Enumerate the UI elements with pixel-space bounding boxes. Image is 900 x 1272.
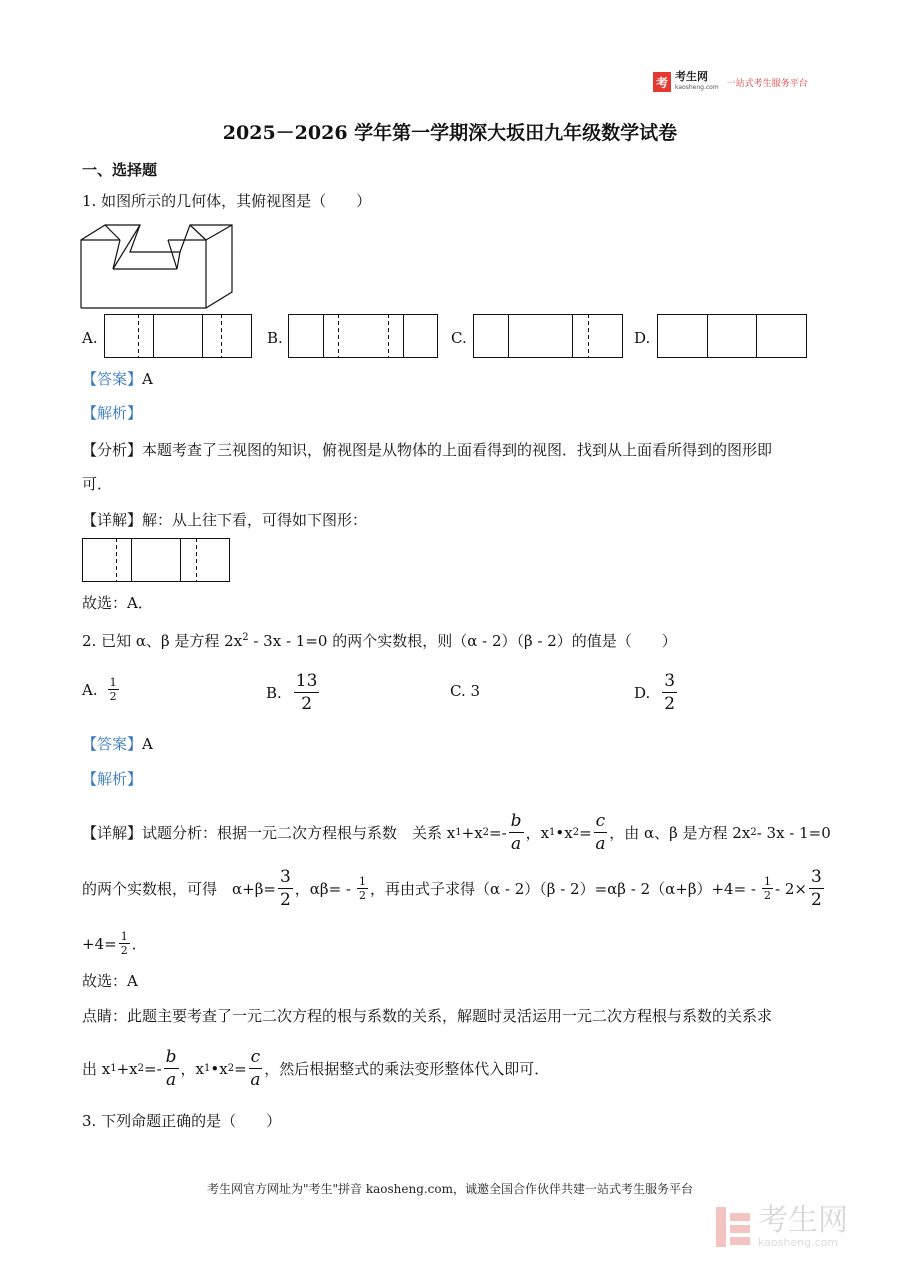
frac-num: 1 (109, 676, 117, 689)
sub: 2 (482, 826, 490, 838)
q2-option-d-fraction (662, 670, 677, 715)
fenxi-text: 本题考查了三视图的知识，俯视图是从物体的上面看得到的视图．找到从上面看所得到的图形即 (142, 441, 773, 459)
q1-option-d-figure (657, 314, 807, 358)
q2-stem-sup: 2 (242, 632, 249, 643)
d3-text: ． (131, 934, 147, 953)
frac-num: 1 (359, 875, 366, 888)
q1-option-b-figure (288, 314, 438, 358)
q2-answer (82, 734, 153, 754)
answer-value: A (142, 735, 153, 753)
sub: 2 (137, 1062, 145, 1074)
q1-choose: 故选：A． (82, 594, 153, 612)
frac-den: 2 (664, 694, 676, 714)
fenxi-tag: 【分析】 (82, 441, 143, 459)
d2-text: ，再由式子求得（α - 2）（β - 2）=αβ - 2（α+β）+4= - (370, 879, 757, 898)
q2-point-line2 (82, 1046, 549, 1091)
logo-name: 考生网 (675, 70, 708, 83)
frac-den: 2 (279, 890, 291, 910)
d3-text: +4= (82, 934, 117, 953)
detail-tag: 【详解】 (82, 823, 143, 842)
watermark-domain: kaosheng.com (758, 1236, 839, 1249)
q1-option-a-figure (104, 314, 252, 358)
frac-1-over-2 (119, 930, 130, 957)
sub: 1 (549, 826, 556, 838)
frac-1-over-2 (357, 875, 368, 902)
p2-text: =- (144, 1059, 162, 1078)
d1-text: ，由 α、β 是方程 2x (609, 823, 751, 842)
frac-num: b (510, 811, 522, 831)
q2-option-d-label: D. (634, 683, 651, 702)
header-slogan: 一站式考生服务平台 (726, 78, 808, 89)
page-title: 2025－2026 学年第一学期深大坂田九年级数学试卷 (222, 122, 678, 144)
q2-stem-b: - 3x - 1=0 的两个实数根，则（α - 2）（β - 2）的值是（ ） (248, 632, 677, 650)
p2-text: •x (210, 1059, 228, 1078)
q1-option-c-figure (473, 314, 623, 358)
frac-den: a (166, 1070, 177, 1090)
q1-stem: 1. 如图所示的几何体，其俯视图是（ ） (82, 192, 372, 210)
frac-den: 2 (109, 690, 117, 703)
frac-num: c (595, 811, 606, 831)
q1-option-d-label: D. (634, 329, 651, 347)
frac-num: 3 (279, 867, 291, 887)
d1-text: +x (461, 823, 483, 842)
section-heading: 一、选择题 (82, 161, 158, 179)
frac-den: 2 (764, 889, 772, 902)
d2-text: - 2× (775, 879, 807, 898)
frac-3-over-2 (809, 866, 824, 911)
watermark-logo (716, 1205, 848, 1249)
q2-option-b-fraction (294, 670, 320, 715)
detail-tag: 【详解】 (82, 511, 143, 529)
q2-point-line1: 点睛：此题主要考查了一元二次方程的根与系数的关系，解题时灵活运用一元二次方程根与系数的关系求 (82, 1007, 773, 1025)
q2-analysis-tag: 【解析】 (82, 770, 143, 788)
logo-mark: 考 (653, 72, 671, 92)
p2-text: 出 x (82, 1059, 111, 1078)
footer-text: 考生网官方网址为"考生"拼音 kaosheng.com，诚邀全国合作伙伴共建一站式考生服务平台 (206, 1182, 694, 1196)
d2-text: ，αβ= - (294, 879, 351, 898)
header-logo (653, 71, 808, 93)
d1-text: =- (489, 823, 507, 842)
q2-option-a-label: A. (82, 680, 98, 699)
frac-3-over-2 (278, 866, 293, 911)
q1-detail (82, 510, 367, 530)
p2-text: ，然后根据整式的乘法变形整体代入即可． (264, 1059, 550, 1078)
q2-detail-line1 (82, 810, 831, 855)
frac-c-over-a (249, 1046, 263, 1091)
q1-detail-figure (82, 538, 230, 582)
frac-den: a (511, 834, 522, 854)
q1-fenxi (82, 440, 772, 460)
q2-stem (82, 628, 677, 651)
detail-text: 解：从上往下看，可得如下图形： (142, 511, 368, 529)
q3-stem: 3. 下列命题正确的是（ ） (82, 1112, 282, 1130)
sub: 2 (572, 826, 580, 838)
q1-answer (82, 369, 153, 389)
q2-option-a-fraction (108, 676, 119, 703)
q1-solid-figure (80, 222, 240, 312)
frac-1-over-2 (762, 875, 773, 902)
frac-c-over-a (594, 810, 608, 855)
sup: 2 (750, 826, 757, 838)
d2-text: 的两个实数根，可得 α+β= (82, 879, 276, 898)
p2-text: ，x (180, 1059, 205, 1078)
logo-domain: kaosheng.com (675, 84, 719, 91)
frac-den: a (595, 834, 606, 854)
watermark-name: 考生网 (758, 1203, 848, 1238)
answer-tag: 【答案】 (82, 370, 143, 388)
p2-text: +x (116, 1059, 138, 1078)
q2-option-a (82, 676, 121, 703)
frac-num: 1 (120, 930, 128, 943)
frac-den: 2 (301, 694, 313, 714)
d1-text: 试题分析：根据一元二次方程根与系数 关系 x (142, 823, 456, 842)
d1-text: ，x (525, 823, 550, 842)
frac-num: 1 (764, 875, 772, 888)
sub: 2 (227, 1062, 235, 1074)
frac-num: 13 (295, 671, 318, 691)
watermark-mark-icon (716, 1207, 750, 1247)
frac-b-over-a (164, 1046, 179, 1091)
sub: 1 (204, 1062, 211, 1074)
q2-option-b (266, 670, 321, 715)
frac-den: 2 (359, 889, 366, 902)
frac-b-over-a (509, 810, 524, 855)
q2-stem-a: 2. 已知 α、β 是方程 2x (82, 632, 243, 650)
q1-fenxi-line2: 可． (82, 475, 113, 493)
frac-num: 3 (664, 671, 676, 691)
p2-text: = (234, 1059, 247, 1078)
q2-option-d (634, 670, 679, 715)
frac-num: 3 (810, 867, 822, 887)
q1-option-c-label: C. (451, 329, 467, 347)
q2-option-c: C. 3 (450, 682, 481, 700)
sub: 1 (455, 826, 462, 838)
q1-option-a-label: A. (82, 329, 98, 347)
q2-choose: 故选：A (82, 972, 138, 990)
frac-den: 2 (120, 944, 128, 957)
sub: 1 (110, 1062, 117, 1074)
q1-analysis-tag: 【解析】 (82, 404, 143, 422)
d1-text: •x (555, 823, 573, 842)
q1-option-b-label: B. (267, 329, 283, 347)
d1-text: - 3x - 1=0 (756, 823, 831, 842)
answer-tag: 【答案】 (82, 735, 143, 753)
answer-value: A (142, 370, 153, 388)
q2-option-b-label: B. (266, 683, 282, 702)
q2-detail-line2 (82, 866, 826, 911)
frac-den: a (250, 1070, 261, 1090)
frac-den: 2 (810, 890, 822, 910)
frac-num: c (250, 1047, 261, 1067)
d1-text: = (579, 823, 592, 842)
frac-num: b (165, 1047, 177, 1067)
q2-detail-line3 (82, 930, 147, 957)
